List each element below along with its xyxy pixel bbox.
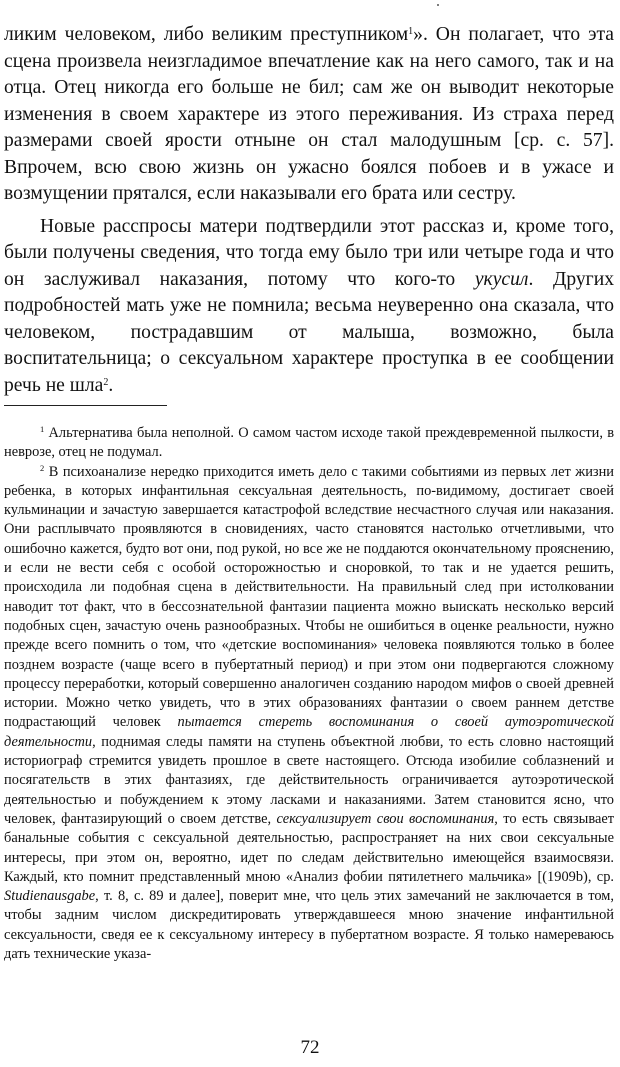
footnote-ref-2: 2	[103, 376, 109, 388]
footnotes	[4, 424, 614, 964]
scan-speck	[437, 4, 439, 6]
emphasis: укусил	[474, 268, 529, 290]
footnote-separator	[4, 405, 167, 406]
emphasis: пытается стереть воспоминания о своей аутоэротической деятельности	[4, 714, 614, 750]
footnote-1: $^1$ Альтернатива была неполной. О самом частом исходе такой преждевременной пылкости, в неврозе, отец не подумал.	[4, 424, 614, 461]
footnote-ref-1: 1	[408, 26, 414, 37]
footnote-2: $^2$ В психоанализе нередко приходится иметь дело с такими событиями из первых лет жизни ребенка, в которых инфантильная сексуальная деятельность, по-видимому, достигает своей кульминации и зачастую завершается катастрофой вследствие несчастного случая или наказания. Они расплывчато проявляются в сновидениях, часто становятся настолько отчетливыми, что ошибочно кажется, будто вот они, под рукой, но все же не поддаются окончательному прояснению, и если не вести себя с особой осторожностью и сноровкой, то так и не удается решить, происходила ли подобная сцена в действительности. На правильный след при истолковании наводит тот факт, что в бессознательной фантазии пациента можно выискать несколько версий подобных сцен, зачастую очень разнообразных. Чтобы не ошибиться в оценке реальности, нужно прежде всего помнить о том, что «детские воспоминания» человека появляются только в более позднем возрасте (чаще всего в пубертатный период) и при этом они подвергаются сложному процессу переработки, который совершенно аналогичен созданию народом мифов о своей древней истории. Можно четко увидеть, что в этих образованиях фантазии о своем раннем детстве подрастающий человек пытается стереть воспоминания о своей аутоэротической деятельности, поднимая следы памяти на ступень объектной любви, то есть словно настоящий историограф стремится увидеть прошлое в свете настоящего. Отсюда изобилие соблазнений и посягательств в этих фантазиях, где действительность ограничивается аутоэротической деятельностью и побуждением к этому ласками и наказаниями. Затем становится ясно, что человек, фантазирующий о своем детстве, сексуализирует свои воспоминания, то есть связывает банальные события с сексуальной деятельностью, распространяет на них свои сексуальные интересы, при этом он, вероятно, идет по следам действительно имеющейся взаимосвязи. Каждый, кто помнит представленный мною «Анализ фобии пятилетнего мальчика» [(1909b), ср. Studienausgabe, т. 8, с. 89 и далее], поверит мне, что цель этих замечаний не заключается в том, чтобы задним числом дискредитировать утверждавшееся мною значение инфантильной сексуальности, сведя ее к сексуальному интересу в пубертатном возрасте. Я только намереваюсь дать технические указа-	[4, 462, 615, 963]
book-title: Studienausgabe	[4, 888, 96, 905]
paragraph-1: ликим человеком, либо великим преступником$^1$». Он полагает, что эта сцена произвела неизгладимое впечатление как на него самого, так и на отца. Отец никогда его больше не бил; сам же он выводит некоторые изменения в своем характере из этого переживания. Из страха перед размерами своей ярости отныне он стал малодушным [ср. с. 57]. Впрочем, всю свою жизнь он ужасно боялся побоев и в ужасе и возмущении прятался, если наказывали его брата или сестру.	[4, 24, 614, 204]
main-text	[4, 22, 614, 399]
paragraph-2: Новые расспросы матери подтвердили этот рассказ и, кроме того, были получены сведения, что тогда ему было три или четыре года и что он заслуживал наказания, потому что кого-то укусил. Других подробностей мать уже не помнила; весьма неуверенно она сказала, что человеком, пострадавшим от малыша, возможно, была воспитательница; о сексуальном характере проступка в ее сообщении речь не шла$^2$.	[4, 215, 614, 396]
page-number: 72	[300, 1037, 320, 1058]
emphasis: сексуализирует свои воспоминания	[276, 810, 495, 827]
